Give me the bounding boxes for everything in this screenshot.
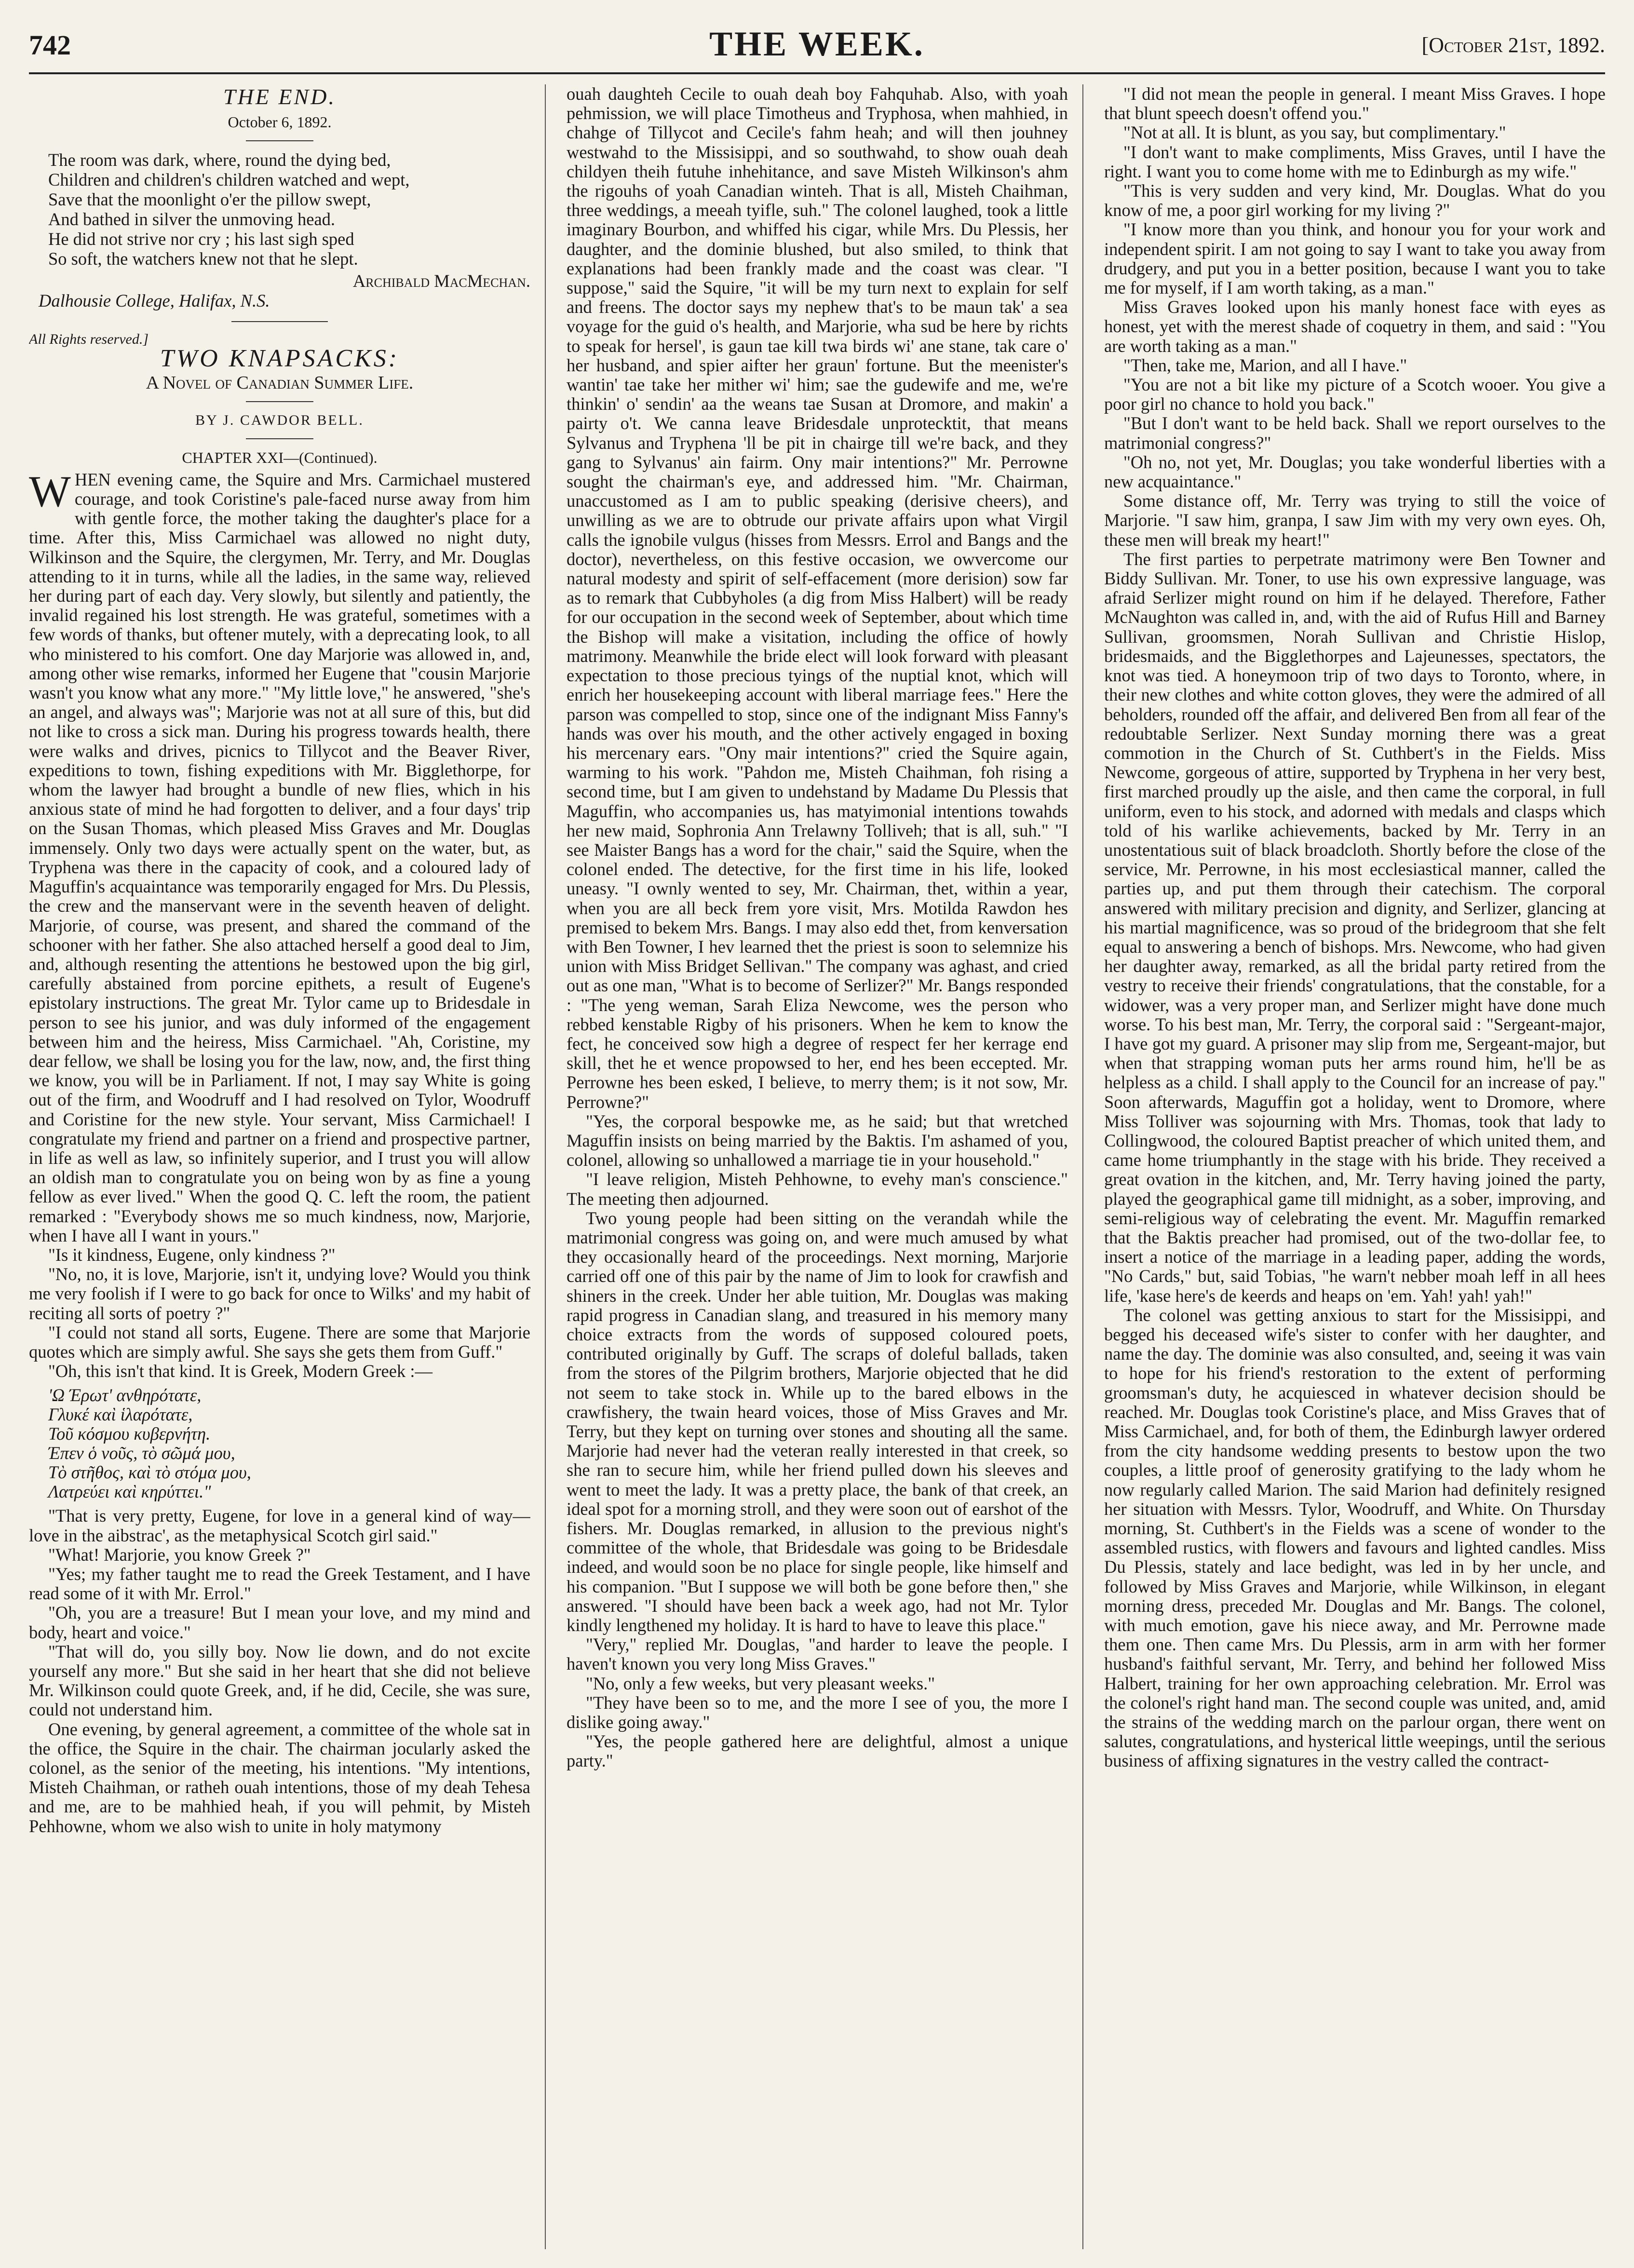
- paragraph: "They have been so to me, and the more I see of you, the more I dislike going away.": [567, 1692, 1068, 1732]
- paragraph: "I leave religion, Misteh Pehhowne, to evehy man's conscience." The meeting then adjourned.: [567, 1169, 1068, 1209]
- paragraph: "No, no, it is love, Marjorie, isn't it, undying love? Would you think me very foolish if I were to go back for once to Wilks' and my habit of reciting all sorts of poetry ?": [29, 1264, 530, 1323]
- column-divider: [1082, 84, 1083, 2249]
- top-rule: [29, 72, 1605, 74]
- poem-line: And bathed in silver the unmoving head.: [48, 209, 336, 230]
- paragraph: "Not at all. It is blunt, as you say, but complimentary.": [1123, 122, 1506, 143]
- divider: [246, 401, 313, 402]
- paragraph: "This is very sudden and very kind, Mr. Douglas. What do you know of me, a poor girl working for my living ?": [1104, 181, 1606, 220]
- paragraph: Some distance off, Mr. Terry was trying to still the voice of Marjorie. "I saw him, granpa, I saw Jim with my very own eyes. Oh, these men will break my heart!": [1104, 491, 1606, 550]
- verse-line: Γλυκέ καὶ ἱλαρότατε,: [48, 1404, 193, 1425]
- verse-line: 'Ω Έρωτ' ανθηρότατε,: [48, 1385, 202, 1405]
- column-1: [29, 84, 530, 2249]
- masthead: [29, 19, 1605, 72]
- verse-line: Λατρεύει καὶ κηρύττει.": [48, 1482, 211, 1502]
- issue-date: [October 21st, 1892.: [1421, 33, 1605, 57]
- verse-line: Τὸ στῆθος, καὶ τὸ στόμα μου,: [48, 1462, 251, 1483]
- column-3: [1104, 84, 1606, 2249]
- paragraph: The colonel was getting anxious to start for the Missisippi, and begged his deceased wife's sister to confer with her daughter, and name the day. The dominie was also consulted, and, seeing it was vain to hope for his friend's restoration to the extent of performing groomsman's duty, he acquiesced in whatever decision should be reached. Mr. Douglas took Coristine's place, and Miss Graves that of Miss Carmichael, and, for both of them, the Edinburgh lawyer ordered from the city handsome wedding presents to bestow upon the two couples, a little proof of generosity gratifying to the lady whom he now regularly called Marion. The said Marion had definitely resigned her situation with Messrs. Tylor, Woodruff, and White. On Thursday morning, St. Cuthbert's in the Fields was a scene of wonder to the assembled rustics, with flowers and favours and lighted candles. Miss Du Plessis, stately and lace bedight, was led in by her uncle, and followed by Miss Graves and Marjorie, while Wilkinson, in elegant morning dress, preceded Mr. Douglas and Mr. Bangs. The colonel, with much emotion, gave his niece away, and Mr. Perrowne made them one. Then came Mrs. Du Plessis, arm in arm with her former husband's faithful servant, Mr. Terry, and behind her followed Miss Halbert, training for her own approaching celebration. Mr. Errol was the colonel's right hand man. The second couple was united, and, amid the strains of the wedding march on the parlour organ, there went on salutes, congratulations, and hysterical little weepings, until the serious business of affixing signatures in the vestry called the contract-: [1104, 1305, 1606, 1771]
- paragraph: "Is it kindness, Eugene, only kindness ?": [48, 1244, 336, 1265]
- drop-cap: W: [29, 466, 71, 516]
- poem-author: Archibald MacMechan.: [352, 271, 530, 291]
- poem-line: So soft, the watchers knew not that he slept.: [48, 249, 358, 269]
- paragraph: [29, 466, 530, 1245]
- paragraph: "Oh, this isn't that kind. It is Greek, Modern Greek :—: [48, 1361, 432, 1381]
- paragraph: "Oh no, not yet, Mr. Douglas; you take wonderful liberties with a new acquaintance.": [1104, 452, 1606, 492]
- divider: [246, 140, 313, 141]
- poem-line: Save that the moonlight o'er the pillow swept,: [48, 189, 371, 210]
- rights-notice: All Rights reserved.]: [29, 331, 149, 347]
- poem-affiliation: Dalhousie College, Halifax, N.S.: [39, 290, 270, 310]
- poem-line: Children and children's children watched and wept,: [48, 170, 410, 190]
- paragraph: Two young people had been sitting on the verandah while the matrimonial congress was going on, and were much amused by what they occasionally heard of the proceedings. Next morning, Marjorie carried off one of this pair by the name of Jim to look for crawfish and shiners in the creek. Under her able tuition, Mr. Douglas was making rapid progress in Canadian slang, and treasured in his memory many choice extracts from the words of supposed coloured poets, contributed originally by Guff. The scraps of doleful ballads, taken from the stores of the Pilgrim brothers, Marjorie objected that he did not seem to take stock in. While up to the bared elbows in the crawfishery, the twain heard voices, those of Miss Graves and Mr. Terry, but they kept on turning over stones and shouting all the same. Marjorie had never had the veteran really interested in that creek, so she ran to secure him, while her friend pulled down his sleeves and went to meet the lady. It was a pretty place, the bank of that creek, an ideal spot for a morning stroll, and they were soon out of earshot of the fishers. Mr. Douglas remarked, in allusion to the previous night's committee of the whole, that Bridesdale was going to be Bridesdale indeed, and would soon be no place for single people, like himself and his companion. "But I suppose we will both be gone before then," she answered. "I should have been back a week ago, had not Mr. Tylor kindly lengthened my holiday. It is hard to have to leave this place.": [567, 1208, 1068, 1635]
- paragraph: "That is very pretty, Eugene, for love in a general kind of way—love in the aibstrac', as the metaphysical Scotch girl said.": [29, 1506, 530, 1545]
- page-number: 742: [29, 29, 71, 61]
- paragraph: "But I don't want to be held back. Shall we report ourselves to the matrimonial congress?": [1104, 413, 1606, 453]
- chapter-heading: CHAPTER XXI—(Continued).: [182, 448, 378, 466]
- greek-verse: [29, 1386, 530, 1501]
- divider: [231, 321, 328, 322]
- poem-title: THE END.: [223, 84, 336, 109]
- paragraph: "Very," replied Mr. Douglas, "and harder to leave the people. I haven't known you very long Miss Graves.": [567, 1634, 1068, 1674]
- story-title: TWO KNAPSACKS:: [160, 345, 400, 373]
- poem-date: October 6, 1892.: [228, 113, 332, 131]
- story-subtitle: A Novel of Canadian Summer Life.: [146, 373, 414, 393]
- paragraph: "What! Marjorie, you know Greek ?": [48, 1544, 311, 1565]
- byline: BY J. CAWDOR BELL.: [195, 412, 364, 429]
- paragraph: "You are not a bit like my picture of a Scotch wooer. You give a poor girl no chance to hold you back.": [1104, 375, 1606, 414]
- paragraph: "Yes, the corporal bespowke me, as he said; but that wretched Maguffin insists on being married by the Baktis. I'm ashamed of you, colonel, allowing so unhallowed a marriage tie in your household.": [567, 1111, 1068, 1170]
- paragraph: ouah daughteh Cecile to ouah deah boy Fahquhab. Also, with yoah pehmission, we will place Timotheus and Tryphosa, when mahhied, in chahge of Tillycot and Cecile's fahm heah; and will then jouhney westwahd to the Missisippi, and so southwahd, to show ouah deah childyen theih futuhe inhehitance, and save Misteh Wilkinson's ahm the rigouhs of yoah Canadian winteh. That is all, Misteh Chaihman, three weddings, a meeah tyifle, suh." The colonel laughed, took a little imaginary Bourbon, and whiffed his cigar, while Mrs. Du Plessis, her daughter, and the dominie blushed, but also smiled, to think that explanations had been frankly made and the coast was clear. "I suppose," said the Squire, "it will be my turn next to explain for self and freens. The doctor says my nephew that's to be maun tak' a sea voyage for the guid o's health, and Marjorie, wha sud be here by richts to speak for hersel', is gaun tae kill twa birds wi' ane stane, tak care o' her husband, and spier aifter her graun' fortune. But the meenister's wantin' tae take her mither wi' him; sae the gudewife and me, we're thinkin' o' sendin' aa the weans tae Susan at Dromore, and makin' a pairty o't. We canna leave Bridesdale unprotecktit, that means Sylvanus and Tryphena 'll be pit in chairge till we're back, and they gang to Sylvanus' ain fairm. Ony mair intentions?" Mr. Perrowne sought the chairman's eye, and addressed him. "Mr. Chairman, unaccustomed as I am to public speaking (derisive cheers), and unwilling as we are to obtrude our private affairs upon what Virgil calls the ignobile vulgus (hisses from Messrs. Errol and Bangs and the doctor), nevertheless, on this festive occasion, we owvercome our natural modesty and spirit of self-effacement (more derision) sow far as to remark that Cubbyholes (a dig from Miss Halbert) will be ready for our occupation in the second week of September, about which time the Bishop will make a visitation, including the office of howly matrimony. Meanwhile the bride elect will look forward with pleasant expectation to those precious tyings of the nuptial knot, which will enrich her housekeeping account with liberal marriage fees." Here the parson was compelled to stop, since one of the indignant Miss Fanny's hands was over his mouth, and the other actively engaged in boxing his mercenary ears. "Ony mair intentions?" cried the Squire again, warming to his work. "Pahdon me, Misteh Chaihman, foh rising a second time, but I am given to undehstand by Madame Du Plessis that Maguffin, who accompanies us, has matyimonial intentions towahds her new maid, Sophronia Ann Trelawny Tolliveh; that is all, suh." "I see Maister Bangs has a word for the chair," said the Squire, when the colonel ended. The detective, for the first time in his life, looked uneasy. "I ownly wented to sey, Mr. Chairman, thet, within a year, when you are all beck frem yore visit, Mrs. Motilda Rawdon hes premised to bekem Mrs. Bangs. I may also edd thet, from kenversation with Ben Towner, I hev learned thet the priest is soon to selemnize his union with Miss Bridget Sellivan." The company was aghast, and cried out as one man, "What is to become of Serlizer?" Mr. Bangs responded : "The yeng weman, Sarah Eliza Newcome, wes the person who rebbed kenstable Rigby of his prisoners. When he kem to know the fect, he conceived sow high a degree of respect fer her kerrage end skill, thet he et wence propowsed to her, end hes been eccepted. Mr. Perrowne hes been esked, I believe, to merry them; is it not sow, Mr. Perrowne?": [567, 84, 1068, 1112]
- paragraph: "I don't want to make compliments, Miss Graves, until I have the right. I want you to come home with me to Edinburgh as my wife.": [1104, 142, 1606, 181]
- paragraph: "Then, take me, Marion, and all I have.": [1123, 355, 1407, 375]
- paragraph: "No, only a few weeks, but very pleasant weeks.": [586, 1673, 935, 1693]
- paragraph: "I could not stand all sorts, Eugene. There are some that Marjorie quotes which are simply awful. She says she gets them from Guff.": [29, 1322, 530, 1362]
- verse-line: Τοῦ κόσμου κυβερνήτη.: [48, 1424, 211, 1444]
- paragraph: The first parties to perpetrate matrimony were Ben Towner and Biddy Sullivan. Mr. Toner, to use his own expressive language, was afraid Serlizer might round on him if he delayed. Therefore, Father McNaughton was called in, and, with the aid of Rufus Hill and Barney Sullivan, groomsmen, Norah Sullivan and Christie Hislop, bridesmaids, and the Bigglethorpes and Lajeunesses, spectators, the knot was tied. A honeymoon trip of two days to Toronto, where, in their new clothes and white cotton gloves, they were the admired of all beholders, rounded off the affair, and delivered Ben from all fear of the redoubtable Serlizer. Next Sunday morning there was a great commotion in the Church of St. Cuthbert's in the Fields. Miss Newcome, gorgeous of attire, supported by Tryphena in her very best, first marched proudly up the aisle, and then came the corporal, in full uniform, even to his stock, and adorned with medals and clasps which told of his warlike achievements, backed by Mr. Terry in an unostentatious suit of black broadcloth. Shortly before the close of the service, Mr. Perrowne, in his most ecclesiastical manner, called the parties up, and put them through their catechism. The corporal answered with military precision and dignity, and Serlizer, glancing at his martial magnificence, was so proud of the bridegroom that she felt equal to answering a bench of bishops. Mrs. Newcome, who had given her daughter away, remarked, as all the bridal party retired from the vestry to receive their friends' congratulations, that the constable, for a widower, was a very proper man, and Serlizer might have done much worse. To his best man, Mr. Terry, the corporal said : "Sergeant-major, I have got my guard. A prisoner may slip from me, Sergeant-major, but when that strapping woman puts her arms round him, he'll be as helpless as a child. I shall apply to the Council for an increase of pay." Soon afterwards, Maguffin got a holiday, went to Dromore, where Miss Tolliver was sojourning with Mrs. Thomas, took that lady to Collingwood, the coloured Baptist preacher of which united them, and came home triumphantly in the stage with his bride. They received a great ovation in the kitchen, and, Mr. Terry having joined the party, played the geographical game till midnight, as a sober, improving, and semi-religious way of celebrating the event. Mr. Maguffin remarked that the Baktis preacher had promised, out of the two-dollar fee, to insert a notice of the marriage in a leading paper, adding the words, "No Cards," but, said Tobias, "he warn't nebber moah leff in all hees life, 'kase here's de keerds and heaps on 'em. Yah! yah! yah!": [1104, 549, 1606, 1306]
- paragraph: Miss Graves looked upon his manly honest face with eyes as honest, yet with the merest shade of coquetry in them, and said : "You are worth taking as a man.": [1104, 297, 1606, 356]
- journal-title: THE WEEK.: [709, 25, 925, 63]
- paragraph: "Oh, you are a treasure! But I mean your love, and my mind and body, heart and voice.": [29, 1603, 530, 1642]
- paragraph-text: HEN evening came, the Squire and Mrs. Carmichael mustered courage, and took Coristine's pale-faced nurse away from him with gentle force, the mother taking the daughter's place for a time. After this, Miss Carmichael was allowed no night duty, Wilkinson and the Squire, the clergymen, Mr. Terry, and Mr. Douglas attending to it in turns, while all the ladies, in the same way, relieved her during part of each day. Very slowly, but silently and patiently, the invalid regained his lost strength. He was grateful, sometimes with a few words of thanks, but oftener mutely, with a deprecating look, to all who ministered to his comfort. One day Marjorie was allowed in, and, among other wise remarks, informed her Eugene that "cousin Marjorie wasn't you know what any more." "My little love," he answered, "she's an angel, and always was"; Marjorie was not at all sure of this, but did not like to cross a sick man. During his progress towards health, there were walks and drives, picnics to Tillycot and the Beaver River, expeditions to town, fishing expeditions with Mr. Bigglethorpe, for whom the lawyer had brought a bundle of new flies, which in his anxious state of mind he had forgotten to deliver, and a four days' trip on the Susan Thomas, which pleased Miss Graves and Mr. Douglas immensely. Only two days were actually spent on the water, but, as Tryphena was there in the capacity of cook, and a coloured lady of Maguffin's acquaintance was temporarily engaged for Mrs. Du Plessis, the crew and the manservant were in the seventh heaven of delight. Marjorie, of course, was present, and shared the command of the schooner with her father. She also attached herself a good deal to Jim, and, although resenting the attentions he bestowed upon the big girl, carefully abstained from porcine epithets, a result of Eugene's epistolary instructions. The great Mr. Tylor came up to Bridesdale in person to see his junior, and was duly informed of the engagement between him and the heiress, Miss Carmichael. "Ah, Coristine, my dear fellow, we shall be losing you for the law, now, and, the first thing we know, you will be in Parliament. If not, I may say White is going out of the firm, and Woodruff and I had resolved on Tylor, Woodruff and Coristine for the new style. Your servant, Miss Carmichael! I congratulate my friend and partner on a friend and prospective partner, in life as well as law, so infinitely superior, and I trust you will allow an oldish man to congratulate you on being won by as fine a young fellow as ever lived." When the good Q. C. left the room, the patient remarked : "Everybody shows me so much kindness, now, Marjorie, when I have all I want in yours.": [29, 469, 530, 1245]
- paragraph: "Yes, the people gathered here are delightful, almost a unique party.": [567, 1731, 1068, 1771]
- column-2: [567, 84, 1068, 2249]
- paragraph: "I did not mean the people in general. I meant Miss Graves. I hope that blunt speech doesn't offend you.": [1104, 84, 1606, 123]
- poem-body: [29, 150, 530, 269]
- paragraph: "Yes; my father taught me to read the Greek Testament, and I have read some of it with Mr. Errol.": [29, 1564, 530, 1604]
- poem-line: The room was dark, where, round the dying bed,: [48, 150, 391, 170]
- verse-line: Έπεν ὁ νοῦς, τὸ σῶμά μου,: [48, 1443, 235, 1463]
- paragraph: One evening, by general agreement, a committee of the whole sat in the office, the Squire in the chair. The chairman jocularly asked the colonel, as the senior of the meeting, his intentions. "My intentions, Misteh Chaihman, or ratheh ouah intentions, those of my deah Tehesa and me, are to be mahhied heah, if you will pehmit, by Misteh Pehhowne, whom we also wish to unite in holy matymony: [29, 1719, 530, 1836]
- poem-line: He did not strive nor cry ; his last sigh sped: [48, 229, 354, 249]
- column-divider: [545, 84, 546, 2249]
- paragraph: "I know more than you think, and honour you for your work and independent spirit. I am not going to say I want to take you away from drudgery, and put you in a better position, because I want you to take me for myself, if I am worth taking, as a man.": [1104, 219, 1606, 298]
- divider: [246, 438, 313, 439]
- paragraph: "That will do, you silly boy. Now lie down, and do not excite yourself any more." But she said in her heart that she did not believe Mr. Wilkinson could quote Greek, and, if he did, Cecile, she was sure, could not understand him.: [29, 1641, 530, 1720]
